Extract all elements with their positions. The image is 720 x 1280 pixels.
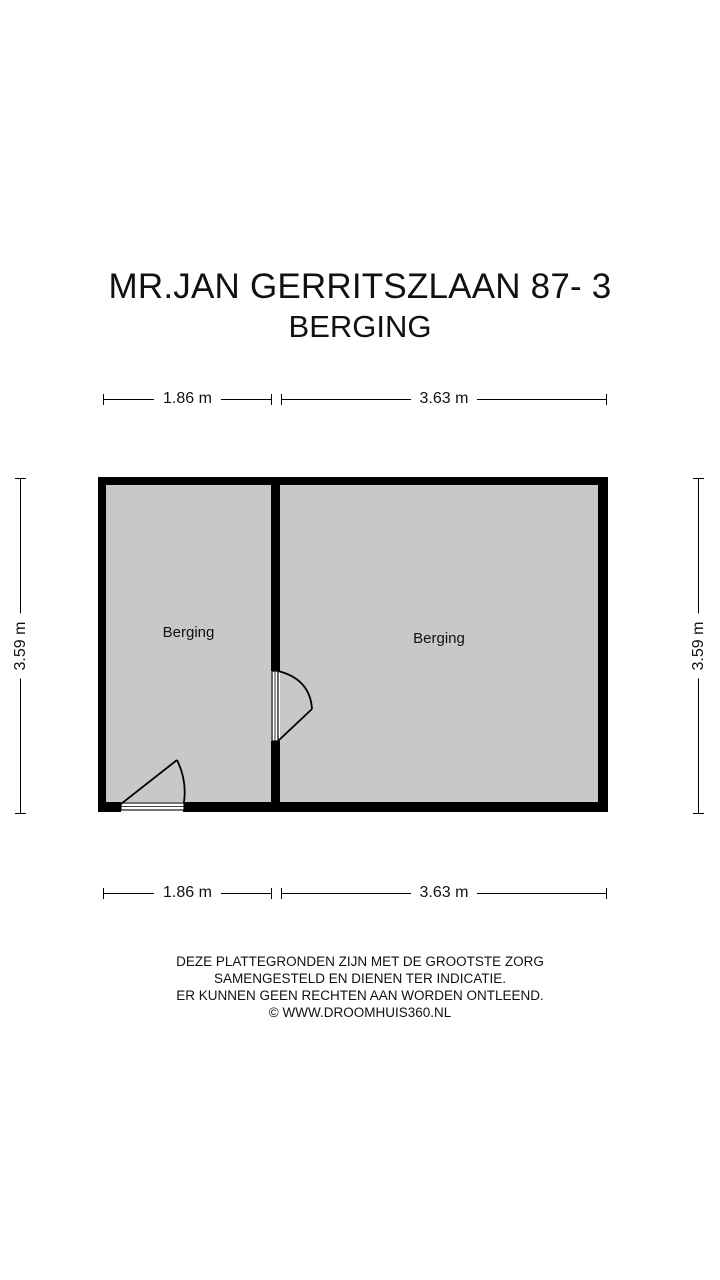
dimension-label <box>103 880 272 906</box>
dimension-label-text: 3.59 m <box>9 614 33 679</box>
footer-disclaimer <box>0 953 720 1021</box>
room-label-berging-right: Berging <box>413 630 465 647</box>
footer-line-1: DEZE PLATTEGRONDEN ZIJN MET DE GROOTSTE ZORG <box>176 954 544 969</box>
dimension-tick-start <box>15 478 26 479</box>
wall-right <box>598 477 608 812</box>
dimension-label-text: 3.63 m <box>411 390 478 407</box>
dimension-right <box>684 478 714 814</box>
dimension-bottom-right <box>281 880 607 906</box>
footer-line-3: ER KUNNEN GEEN RECHTEN AAN WORDEN ONTLEEND. <box>176 988 544 1003</box>
title-address: MR.JAN GERRITSZLAAN 87- 3 <box>108 267 612 306</box>
dimension-label-text: 3.59 m <box>687 614 711 679</box>
dimension-tick-start <box>693 478 704 479</box>
dimension-row-top <box>0 386 720 412</box>
dimension-label-text: 1.86 m <box>154 390 221 407</box>
door-swing-interior <box>268 665 338 747</box>
dimension-top-right <box>281 386 607 412</box>
room-label-berging-left: Berging <box>162 624 215 641</box>
dimension-tick-end <box>15 813 26 814</box>
dimension-label <box>103 386 272 412</box>
wall-left <box>98 477 106 812</box>
door-swing-exterior <box>114 752 194 814</box>
dimension-label-text: 1.86 m <box>154 884 221 901</box>
footer-copyright: © WWW.DROOMHUIS360.NL <box>268 1005 452 1020</box>
dimension-tick-end <box>693 813 704 814</box>
dimension-left <box>6 478 36 814</box>
wall-top <box>98 477 608 485</box>
dimension-bottom-left <box>103 880 272 906</box>
dimension-top-left <box>103 386 272 412</box>
dimension-label-text: 3.63 m <box>411 884 478 901</box>
page-title <box>0 266 720 346</box>
wall-partition <box>271 477 280 812</box>
dimension-label <box>281 386 607 412</box>
dimension-row-bottom <box>0 880 720 906</box>
dimension-label <box>281 880 607 906</box>
footer-line-2: SAMENGESTELD EN DIENEN TER INDICATIE. <box>213 971 507 986</box>
title-subtitle: BERGING <box>288 309 432 344</box>
floorplan-drawing <box>98 477 608 812</box>
